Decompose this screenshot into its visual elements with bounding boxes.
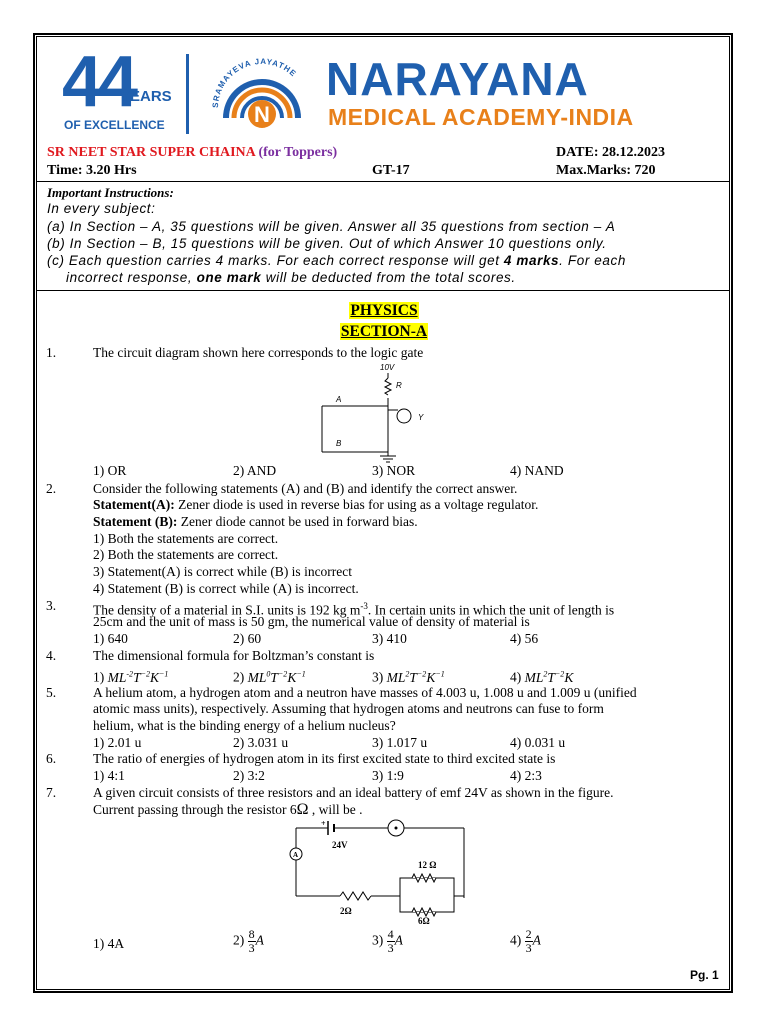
instruction-line-5 [66, 270, 516, 285]
instruction-5-tail: will be deducted from the total scores. [261, 270, 516, 285]
q6-text: The ratio of energies of hydrogen atom in its first excited state to third excited state is [93, 751, 556, 766]
brand-subtitle: MEDICAL ACADEMY-INDIA [328, 104, 634, 130]
q4-option-4[interactable] [510, 666, 573, 686]
q7-resistor-2-label: 2Ω [340, 906, 352, 916]
q1-option-2[interactable]: 2) AND [233, 463, 277, 478]
years-of-excellence-logo [62, 42, 180, 138]
q4-option-1-formula: $ML^{-2}T^{-2}K^{-1}$ [107, 669, 169, 685]
q4-text: The dimensional formula for Boltzman’s constant is [93, 648, 375, 663]
q3-option-4[interactable]: 4) 56 [510, 631, 539, 646]
q2-statement-a-label: Statement(A): [93, 497, 175, 512]
instruction-line-3: (b) In Section – B, 15 questions will be given. Out of which Answer 10 questions only. [47, 236, 607, 251]
instructions-bottom-rule [36, 290, 730, 291]
q2-option-1[interactable]: 1) Both the statements are correct. [93, 531, 279, 546]
q7-text-2-start: Current passing through the resistor 6 [93, 802, 297, 817]
q7-circuit-figure [284, 818, 474, 929]
exam-time: Time: 3.20 Hrs [47, 163, 137, 178]
q5-option-4[interactable]: 4) 0.031 u [510, 735, 566, 750]
q2-text: Consider the following statements (A) and (B) and identify the correct answer. [93, 481, 518, 496]
q6-option-4[interactable]: 4) 2:3 [510, 768, 542, 783]
q6-option-2[interactable]: 2) 3:2 [233, 768, 265, 783]
section-heading [0, 323, 768, 341]
q5-option-3[interactable]: 3) 1.017 u [372, 735, 428, 750]
q7-option-4-fraction: $\frac{2}{3}$ [525, 927, 532, 955]
q7-number: 7. [46, 785, 57, 800]
q7-option-2-label: 2) [233, 932, 245, 948]
page-number: Pg. 1 [690, 968, 719, 982]
q2-statement-b [93, 514, 418, 530]
q1-option-3[interactable]: 3) NOR [372, 463, 416, 478]
instruction-5-bold: one mark [196, 270, 262, 285]
q2-option-4[interactable]: 4) Statement (B) is correct while (A) is incorrect. [93, 581, 359, 596]
instruction-5-text: incorrect response, [66, 270, 197, 285]
q2-statement-b-text: Zener diode cannot be used in forward bias. [177, 514, 418, 529]
q7-emf-label: 24V [332, 840, 348, 850]
q3-text-start: The density of a material in S.I. units is 192 kg m [93, 602, 361, 618]
q7-option-1[interactable]: 1) 4A [93, 936, 125, 951]
q5-text-line-2: atomic mass units), respectively. Assuming that hydrogen atoms and neutrons can fuse to form [93, 701, 604, 716]
q4-option-2-label: 2) [233, 669, 245, 685]
q4-option-3-label: 3) [372, 669, 384, 685]
instructions-title: Important Instructions: [47, 185, 174, 200]
years-number: 44 [62, 42, 135, 122]
q3-superscript: -3 [360, 601, 368, 611]
q4-option-3-formula: $ML^2T^{-2}K^{-1}$ [386, 669, 445, 685]
q7-text-2-end: , will be . [308, 802, 363, 817]
q5-option-1[interactable]: 1) 2.01 u [93, 735, 142, 750]
q4-number: 4. [46, 648, 57, 663]
q6-option-1[interactable]: 1) 4:1 [93, 768, 125, 783]
q2-number: 2. [46, 481, 57, 496]
q1-resistor-label: R [396, 381, 402, 390]
q7-omega: Ω [296, 801, 309, 818]
q7-option-3-fraction: $\frac{4}{3}$ [387, 927, 394, 955]
excellence-label: OF EXCELLENCE [64, 118, 165, 132]
q3-number: 3. [46, 598, 57, 613]
q5-option-2[interactable]: 2) 3.031 u [233, 735, 289, 750]
q1-input-b-label: B [336, 439, 342, 448]
q1-input-a-label: A [336, 395, 342, 404]
q7-text-line-2 [93, 802, 363, 818]
q1-voltage-label: 10V [380, 363, 395, 372]
header-divider [186, 54, 189, 134]
q6-option-3[interactable]: 3) 1:9 [372, 768, 404, 783]
q3-text-end: . In certain units in which the unit of length is [367, 602, 615, 618]
course-title [47, 145, 337, 161]
q4-option-2-formula: $ML^0T^{-2}K^{-1}$ [247, 669, 306, 685]
subject-name: PHYSICS [350, 302, 418, 319]
q2-statement-a-text: Zener diode is used in reverse bias for using as a voltage regulator. [174, 497, 539, 512]
section-name: SECTION-A [340, 323, 428, 340]
q7-option-3-label: 3) [372, 932, 384, 948]
max-marks: Max.Marks: 720 [556, 163, 656, 178]
svg-text:+: + [321, 819, 326, 828]
course-audience: (for Toppers) [258, 145, 338, 160]
exam-date: DATE: 28.12.2023 [556, 145, 666, 160]
years-label: YEARS [120, 88, 172, 105]
instructions-top-rule [36, 181, 730, 182]
instruction-4-tail: . For each [559, 253, 626, 268]
q2-option-3[interactable]: 3) Statement(A) is correct while (B) is incorrect [93, 564, 353, 579]
q7-option-3[interactable]: 3) $\frac{4}{3}$ A [372, 927, 403, 955]
q3-text-line-2: 25cm and the unit of mass is 50 gm, the numerical value of density of material is [93, 614, 530, 629]
q3-option-2[interactable]: 2) 60 [233, 631, 262, 646]
q4-option-4-label: 4) [510, 669, 522, 685]
emblem-motto: SRAMAYEVA JAYATHE [210, 56, 299, 109]
q1-output-label: Y [418, 413, 424, 422]
q1-circuit-figure [318, 362, 428, 471]
q1-option-1[interactable]: 1) OR [93, 463, 127, 478]
q5-text: A helium atom, a hydrogen atom and a neutron have masses of 4.003 u, 1.008 u and 1.009 u (unified [93, 685, 637, 700]
q7-option-4-label: 4) [510, 932, 522, 948]
course-name: SR NEET STAR SUPER CHAINA [47, 145, 255, 160]
q2-option-2[interactable]: 2) Both the statements are correct. [93, 547, 279, 562]
q7-resistor-12-label: 12 Ω [418, 860, 437, 870]
q4-option-4-formula: $ML^2T^{-2}K$ [524, 669, 574, 685]
q7-ammeter-label: A [293, 851, 299, 859]
q7-option-2[interactable]: 2) $\frac{8}{3}$ A [233, 927, 264, 955]
q1-text: The circuit diagram shown here corresponds to the logic gate [93, 345, 424, 360]
q3-option-3[interactable]: 3) 410 [372, 631, 407, 646]
q7-option-2-fraction: $\frac{8}{3}$ [248, 927, 255, 955]
q1-option-4[interactable]: 4) NAND [510, 463, 564, 478]
q2-statement-a [93, 497, 538, 513]
subject-heading [0, 302, 768, 320]
q7-option-4[interactable]: 4) $\frac{2}{3}$ A [510, 927, 541, 955]
instruction-4-text: (c) Each question carries 4 marks. For each correct response will get [47, 253, 504, 268]
q7-text: A given circuit consists of three resistors and an ideal battery of emf 24V as shown in the figure. [93, 785, 614, 800]
q4-option-3[interactable] [372, 666, 445, 686]
q2-statement-b-label: Statement (B): [93, 514, 178, 529]
q6-number: 6. [46, 751, 57, 766]
instruction-4-bold: 4 marks [503, 253, 560, 268]
instruction-line-1: In every subject: [47, 201, 156, 216]
q4-option-1-label: 1) [93, 669, 105, 685]
test-code: GT-17 [372, 163, 410, 178]
q5-text-line-3: helium, what is the binding energy of a helium nucleus? [93, 718, 396, 733]
q4-option-1[interactable] [93, 666, 168, 686]
emblem-letter: N [254, 102, 270, 127]
narayana-emblem [204, 48, 320, 144]
q3-option-1[interactable]: 1) 640 [93, 631, 128, 646]
instruction-line-2: (a) In Section – A, 35 questions will be given. Answer all 35 questions from section – A [47, 219, 616, 234]
q5-number: 5. [46, 685, 57, 700]
brand-name: NARAYANA [326, 53, 589, 105]
q1-number: 1. [46, 345, 57, 360]
q4-option-2[interactable] [233, 666, 306, 686]
q7-resistor-6-label: 6Ω [418, 916, 430, 924]
instruction-line-4 [47, 253, 626, 268]
